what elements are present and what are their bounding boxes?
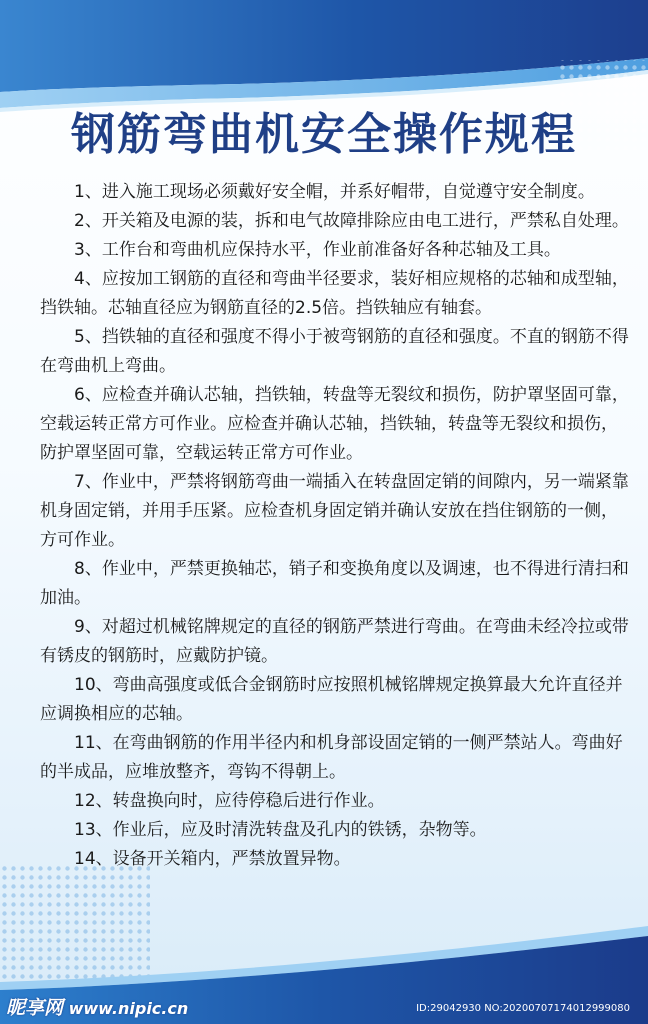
rule-item-10: 10、弯曲高强度或低合金钢筋时应按照机械铭牌规定换算最大允许直径并应调换相应的芯轴。 — [40, 675, 623, 724]
rule-item-8: 8、作业中，严禁更换轴芯，销子和变换角度以及调速，也不得进行清扫和加油。 — [40, 559, 629, 608]
rule-item-7: 7、作业中，严禁将钢筋弯曲一端插入在转盘固定销的间隙内，另一端紧靠机身固定销，并用手压紧。应检查机身固定销并确认安放在挡住钢筋的一侧，方可作业。 — [40, 472, 629, 550]
rule-item-6: 6、应检查并确认芯轴，挡铁轴，转盘等无裂纹和损伤，防护罩坚固可靠，空载运转正常方可作业。应检查并确认芯轴，挡铁轴，转盘等无裂纹和损伤，防护罩坚固可靠，空载运转正常方可作业。 — [40, 385, 629, 463]
watermark-logo — [6, 993, 188, 1020]
rule-item-4: 4、应按加工钢筋的直径和弯曲半径要求，装好相应规格的芯轴和成型轴，挡铁轴。芯轴直径应为钢筋直径的2.5倍。挡铁轴应有轴套。 — [40, 269, 629, 318]
rule-item-3: 3、工作台和弯曲机应保持水平，作业前准备好各种芯轴及工具。 — [74, 240, 561, 260]
watermark-brand: 昵享网 — [6, 997, 64, 1019]
rules-list — [40, 178, 630, 874]
rule-item-5: 5、挡铁轴的直径和强度不得小于被弯钢筋的直径和强度。不直的钢筋不得在弯曲机上弯曲。 — [40, 327, 629, 376]
rule-item-13: 13、作业后，应及时清洗转盘及孔内的铁锈，杂物等。 — [74, 820, 487, 840]
rule-item-9: 9、对超过机械铭牌规定的直径的钢筋严禁进行弯曲。在弯曲未经冷拉或带有锈皮的钢筋时，应戴防护镜。 — [40, 617, 629, 666]
rule-item-12: 12、转盘换向时，应待停稳后进行作业。 — [74, 791, 385, 811]
rule-item-11: 11、在弯曲钢筋的作用半径内和机身部设固定销的一侧严禁站人。弯曲好的半成品，应堆放整齐，弯钩不得朝上。 — [40, 733, 623, 782]
watermark-site: www.nipic.cn — [68, 999, 189, 1018]
page-title: 钢筋弯曲机安全操作规程 — [71, 109, 577, 160]
rule-item-2: 2、开关箱及电源的装，拆和电气故障排除应由电工进行，严禁私自处理。 — [74, 211, 629, 231]
watermark-id: ID:29042930 NO:20200707174012999080 — [416, 1003, 630, 1014]
rule-item-14: 14、设备开关箱内，严禁放置异物。 — [74, 849, 351, 869]
rule-item-1: 1、进入施工现场必须戴好安全帽，并系好帽带，自觉遵守安全制度。 — [74, 182, 595, 202]
